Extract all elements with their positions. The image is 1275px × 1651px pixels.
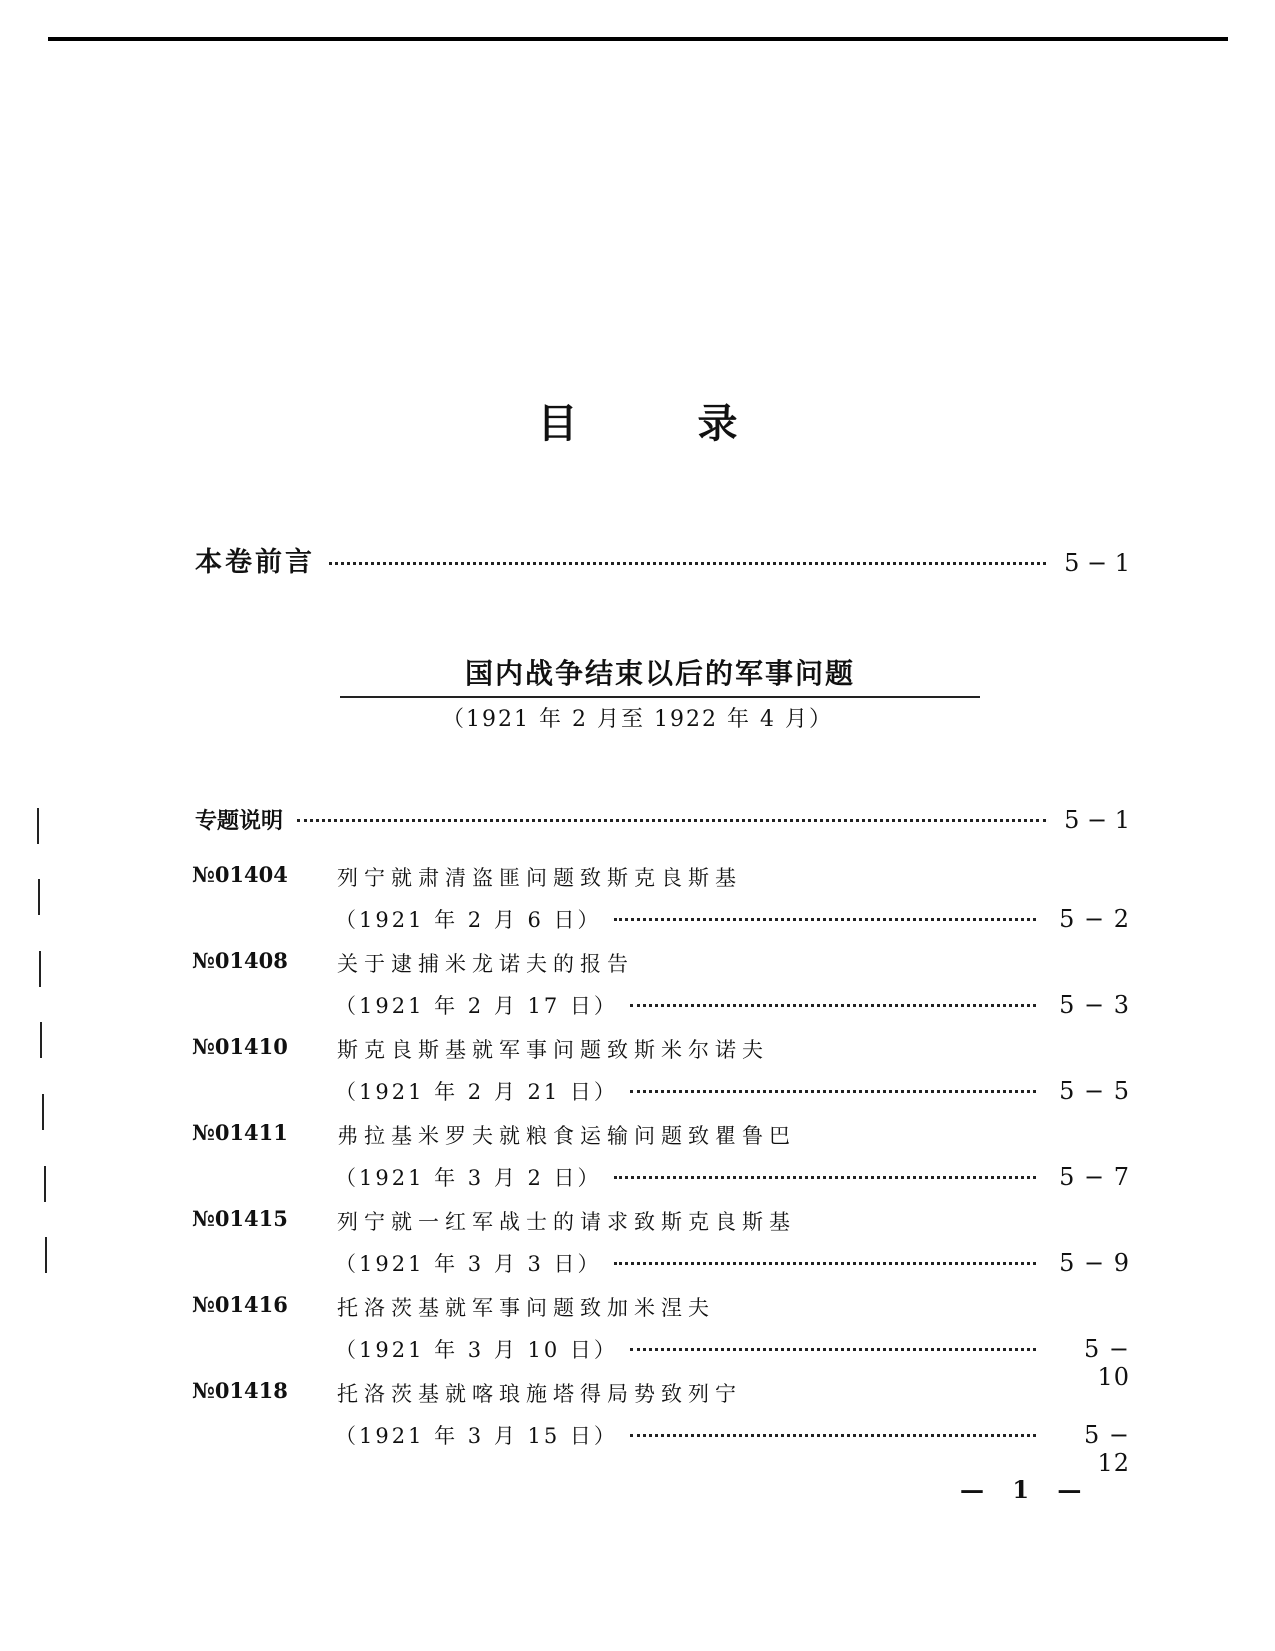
entry-number: №01416 — [192, 1292, 288, 1317]
margin-mark — [40, 1022, 42, 1058]
margin-mark — [42, 1094, 44, 1130]
entry-date: （1921 年 3 月 3 日） — [335, 1252, 602, 1276]
dot-leader — [614, 918, 1036, 921]
entry-date: （1921 年 2 月 6 日） — [335, 908, 602, 932]
margin-mark — [45, 1237, 47, 1273]
page-ref: 5 − 10 — [1083, 1335, 1130, 1391]
page-ref: 5 − 1 — [1064, 549, 1130, 577]
dot-leader — [329, 562, 1046, 565]
entry-title[interactable]: 托洛茨基就喀琅施塔得局势致列宁 — [337, 1382, 742, 1406]
entry-number: №01418 — [192, 1378, 288, 1403]
header-rule — [48, 37, 1228, 41]
margin-mark — [38, 879, 40, 915]
page-ref: 5 − 12 — [1083, 1421, 1130, 1477]
dot-leader — [630, 1348, 1036, 1351]
topic-note-label: 专题说明 — [195, 809, 284, 834]
entry-title[interactable]: 斯克良斯基就军事问题致斯米尔诺夫 — [337, 1038, 769, 1062]
entry-date: （1921 年 3 月 15 日） — [335, 1424, 618, 1448]
dot-leader — [630, 1090, 1036, 1093]
margin-mark — [39, 951, 41, 987]
entry-title[interactable]: 托洛茨基就军事问题致加米涅夫 — [337, 1296, 715, 1320]
entry-number: №01415 — [192, 1206, 288, 1231]
entry-date: （1921 年 2 月 17 日） — [335, 994, 618, 1018]
footer-page-number: — 1 — — [960, 1475, 1092, 1504]
entry-title[interactable]: 列宁就一红军战士的请求致斯克良斯基 — [337, 1210, 796, 1234]
toc-topic-note[interactable] — [195, 805, 1130, 837]
section-heading: 国内战争结束以后的军事问题 — [340, 652, 980, 698]
page-ref: 5 − 1 — [1064, 806, 1130, 834]
page-title: 目录 — [537, 401, 858, 447]
entry-date-row[interactable] — [335, 1420, 1130, 1477]
page-ref: 5 − 7 — [1059, 1163, 1130, 1191]
entry-date: （1921 年 3 月 10 日） — [335, 1338, 618, 1362]
entry-date-row[interactable] — [335, 990, 1130, 1020]
dot-leader — [630, 1434, 1036, 1437]
entry-date-row[interactable] — [335, 1162, 1130, 1192]
entry-title[interactable]: 列宁就肃清盗匪问题致斯克良斯基 — [337, 866, 742, 890]
dot-leader — [297, 819, 1046, 822]
toc-preface[interactable] — [195, 548, 1130, 578]
entry-title[interactable]: 弗拉基米罗夫就粮食运输问题致瞿鲁巴 — [337, 1124, 796, 1148]
page-ref: 5 − 3 — [1059, 991, 1130, 1019]
dot-leader — [614, 1176, 1036, 1179]
preface-label: 本卷前言 — [195, 547, 315, 578]
entry-title[interactable]: 关于逮捕米龙诺夫的报告 — [337, 952, 634, 976]
page-ref: 5 − 9 — [1059, 1249, 1130, 1277]
page-ref: 5 − 5 — [1059, 1077, 1130, 1105]
dot-leader — [630, 1004, 1036, 1007]
margin-mark — [44, 1166, 46, 1202]
margin-mark — [37, 808, 39, 844]
entry-number: №01408 — [192, 948, 288, 973]
entry-date-row[interactable] — [335, 1248, 1130, 1278]
entry-number: №01410 — [192, 1034, 288, 1059]
dot-leader — [614, 1262, 1036, 1265]
page-ref: 5 − 2 — [1059, 905, 1130, 933]
entry-number: №01404 — [192, 862, 288, 887]
section-date-range: （1921 年 2 月至 1922 年 4 月） — [442, 707, 833, 732]
entry-date-row[interactable] — [335, 904, 1130, 934]
entry-date-row[interactable] — [335, 1076, 1130, 1106]
entry-number: №01411 — [192, 1120, 288, 1145]
entry-date: （1921 年 3 月 2 日） — [335, 1166, 602, 1190]
entry-date: （1921 年 2 月 21 日） — [335, 1080, 618, 1104]
